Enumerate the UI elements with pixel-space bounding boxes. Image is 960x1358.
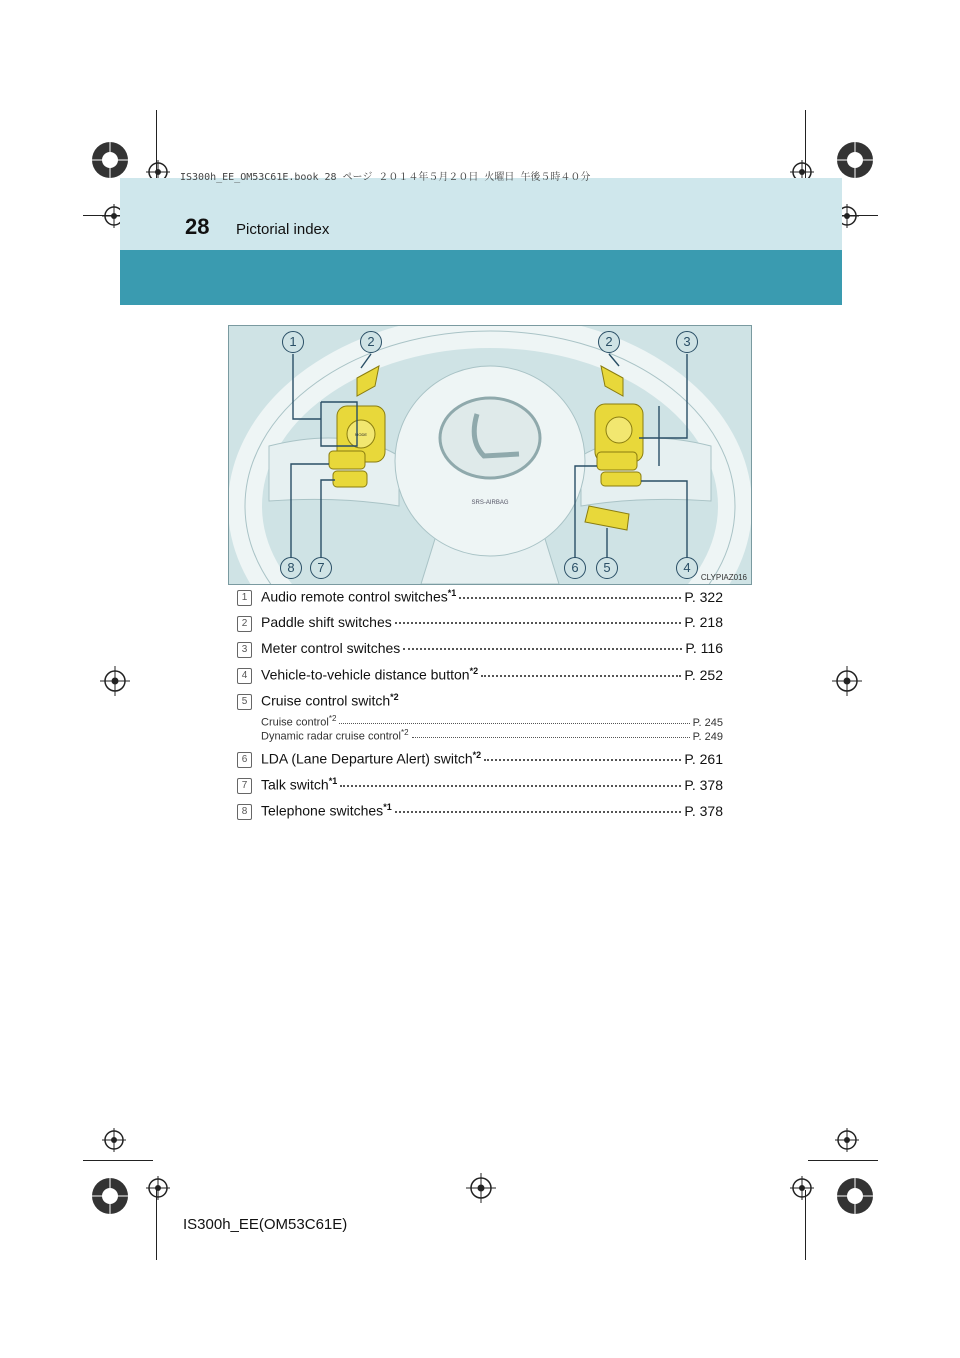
list-item: [237, 588, 723, 614]
steering-wheel-figure: [228, 325, 752, 585]
crosshair-icon: [790, 1176, 814, 1200]
list-item: [237, 692, 723, 750]
header-band-dark: [120, 250, 842, 305]
item-number-badge: 6: [237, 752, 252, 768]
item-row: [261, 588, 723, 605]
crop-line: [805, 1190, 806, 1260]
callout-number: 2: [598, 331, 620, 353]
item-label: Meter control switches: [261, 640, 401, 656]
item-row: [261, 640, 723, 656]
list-item: [237, 640, 723, 666]
list-item: [237, 776, 723, 802]
item-row: [261, 666, 723, 683]
steering-wheel-illustration: [229, 326, 751, 584]
crop-line: [156, 1190, 157, 1260]
dot-leader: [459, 597, 681, 599]
item-footnote-marker: *1: [447, 588, 457, 598]
item-row: [261, 750, 723, 767]
page-reference-link[interactable]: P. 218: [684, 614, 723, 630]
crosshair-icon: [102, 1128, 126, 1152]
callout-number: 1: [282, 331, 304, 353]
crop-line: [83, 1160, 153, 1161]
list-item: [237, 666, 723, 692]
dot-leader: [481, 675, 681, 677]
sub-item-footnote-marker: *2: [328, 714, 337, 723]
item-row: [261, 802, 723, 819]
page-reference-link[interactable]: P. 322: [684, 588, 723, 605]
item-number-badge: 7: [237, 778, 252, 794]
item-label: Audio remote control switches$^{*1}$: [261, 588, 457, 605]
crosshair-icon: [100, 666, 130, 696]
airbag-label: SRS-AIRBAG: [471, 500, 509, 506]
item-number-badge: 5: [237, 694, 252, 710]
callout-number: 8: [280, 557, 302, 579]
page-reference-link[interactable]: P. 378: [684, 776, 723, 793]
figure-code: CLYPIAZ016: [700, 573, 747, 582]
sub-item-row: [261, 728, 723, 742]
item-row: [261, 776, 723, 793]
section-title: Pictorial index: [236, 221, 330, 238]
item-number-badge: 8: [237, 804, 252, 820]
dot-leader: [484, 759, 681, 761]
page-reference-link[interactable]: P. 261: [684, 750, 723, 767]
item-footnote-marker: *2: [469, 666, 479, 676]
page-number: 28: [185, 214, 210, 239]
crosshair-icon: [146, 1176, 170, 1200]
callout-number: 2: [360, 331, 382, 353]
item-footnote-marker: *2: [472, 750, 482, 760]
registration-target-icon: [835, 1176, 875, 1216]
crosshair-icon: [835, 1128, 859, 1152]
dot-leader: [395, 811, 682, 813]
item-number-badge: 4: [237, 668, 252, 684]
mode-label: MODE: [355, 432, 367, 437]
sub-item-label: Cruise control$^{*2}$: [261, 714, 337, 729]
item-label: Vehicle-to-vehicle distance button$^{*2}$: [261, 666, 479, 683]
item-label: Talk switch$^{*1}$: [261, 776, 338, 793]
page-reference-link[interactable]: P. 252: [684, 666, 723, 683]
callout-number: 6: [564, 557, 586, 579]
registration-target-icon: [90, 1176, 130, 1216]
item-row: [261, 692, 723, 709]
page-reference-link[interactable]: P. 378: [684, 802, 723, 819]
page-reference-link[interactable]: P. 116: [685, 640, 723, 656]
item-footnote-marker: *1: [383, 802, 392, 812]
crop-line: [808, 1160, 878, 1161]
dot-leader: [403, 648, 682, 650]
item-label: Cruise control switch$^{*2}$: [261, 692, 399, 709]
callout-number: 4: [676, 557, 698, 579]
header-band-light: [120, 178, 842, 250]
book-file-info: IS300h_EE_OM53C61E.book 28 ページ ２０１４年５月２０日 火曜日 午後５時４０分: [180, 172, 591, 183]
item-row: [261, 614, 723, 630]
dot-leader: [412, 737, 690, 738]
item-label: LDA (Lane Departure Alert) switch$^{*2}$: [261, 750, 482, 767]
sub-item-row: [261, 714, 723, 728]
list-item: [237, 802, 723, 828]
sub-item-footnote-marker: *2: [401, 728, 409, 737]
crosshair-icon: [832, 666, 862, 696]
callout-number: 7: [310, 557, 332, 579]
sub-item-label: Dynamic radar cruise control$^{*2}$: [261, 728, 409, 743]
item-label: Paddle shift switches: [261, 614, 392, 630]
page-reference-link[interactable]: P. 249: [692, 730, 723, 743]
footer-model-code: IS300h_EE(OM53C61E): [183, 1216, 348, 1233]
item-number-badge: 3: [237, 642, 252, 658]
callout-number: 3: [676, 331, 698, 353]
registration-target-icon: [835, 140, 875, 180]
item-label: Telephone switches$^{*1}$: [261, 802, 392, 819]
list-item: [237, 614, 723, 640]
dot-leader: [339, 723, 689, 724]
dot-leader: [340, 785, 681, 787]
item-number-badge: 2: [237, 616, 252, 632]
item-footnote-marker: *1: [328, 776, 338, 786]
list-item: [237, 750, 723, 776]
item-number-badge: 1: [237, 590, 252, 606]
dot-leader: [395, 622, 682, 624]
registration-target-icon: [90, 140, 130, 180]
callout-number: 5: [596, 557, 618, 579]
item-footnote-marker: *2: [390, 692, 399, 702]
page-reference-link[interactable]: P. 245: [692, 716, 723, 729]
crosshair-icon: [466, 1173, 496, 1203]
switch-list: [237, 588, 723, 828]
